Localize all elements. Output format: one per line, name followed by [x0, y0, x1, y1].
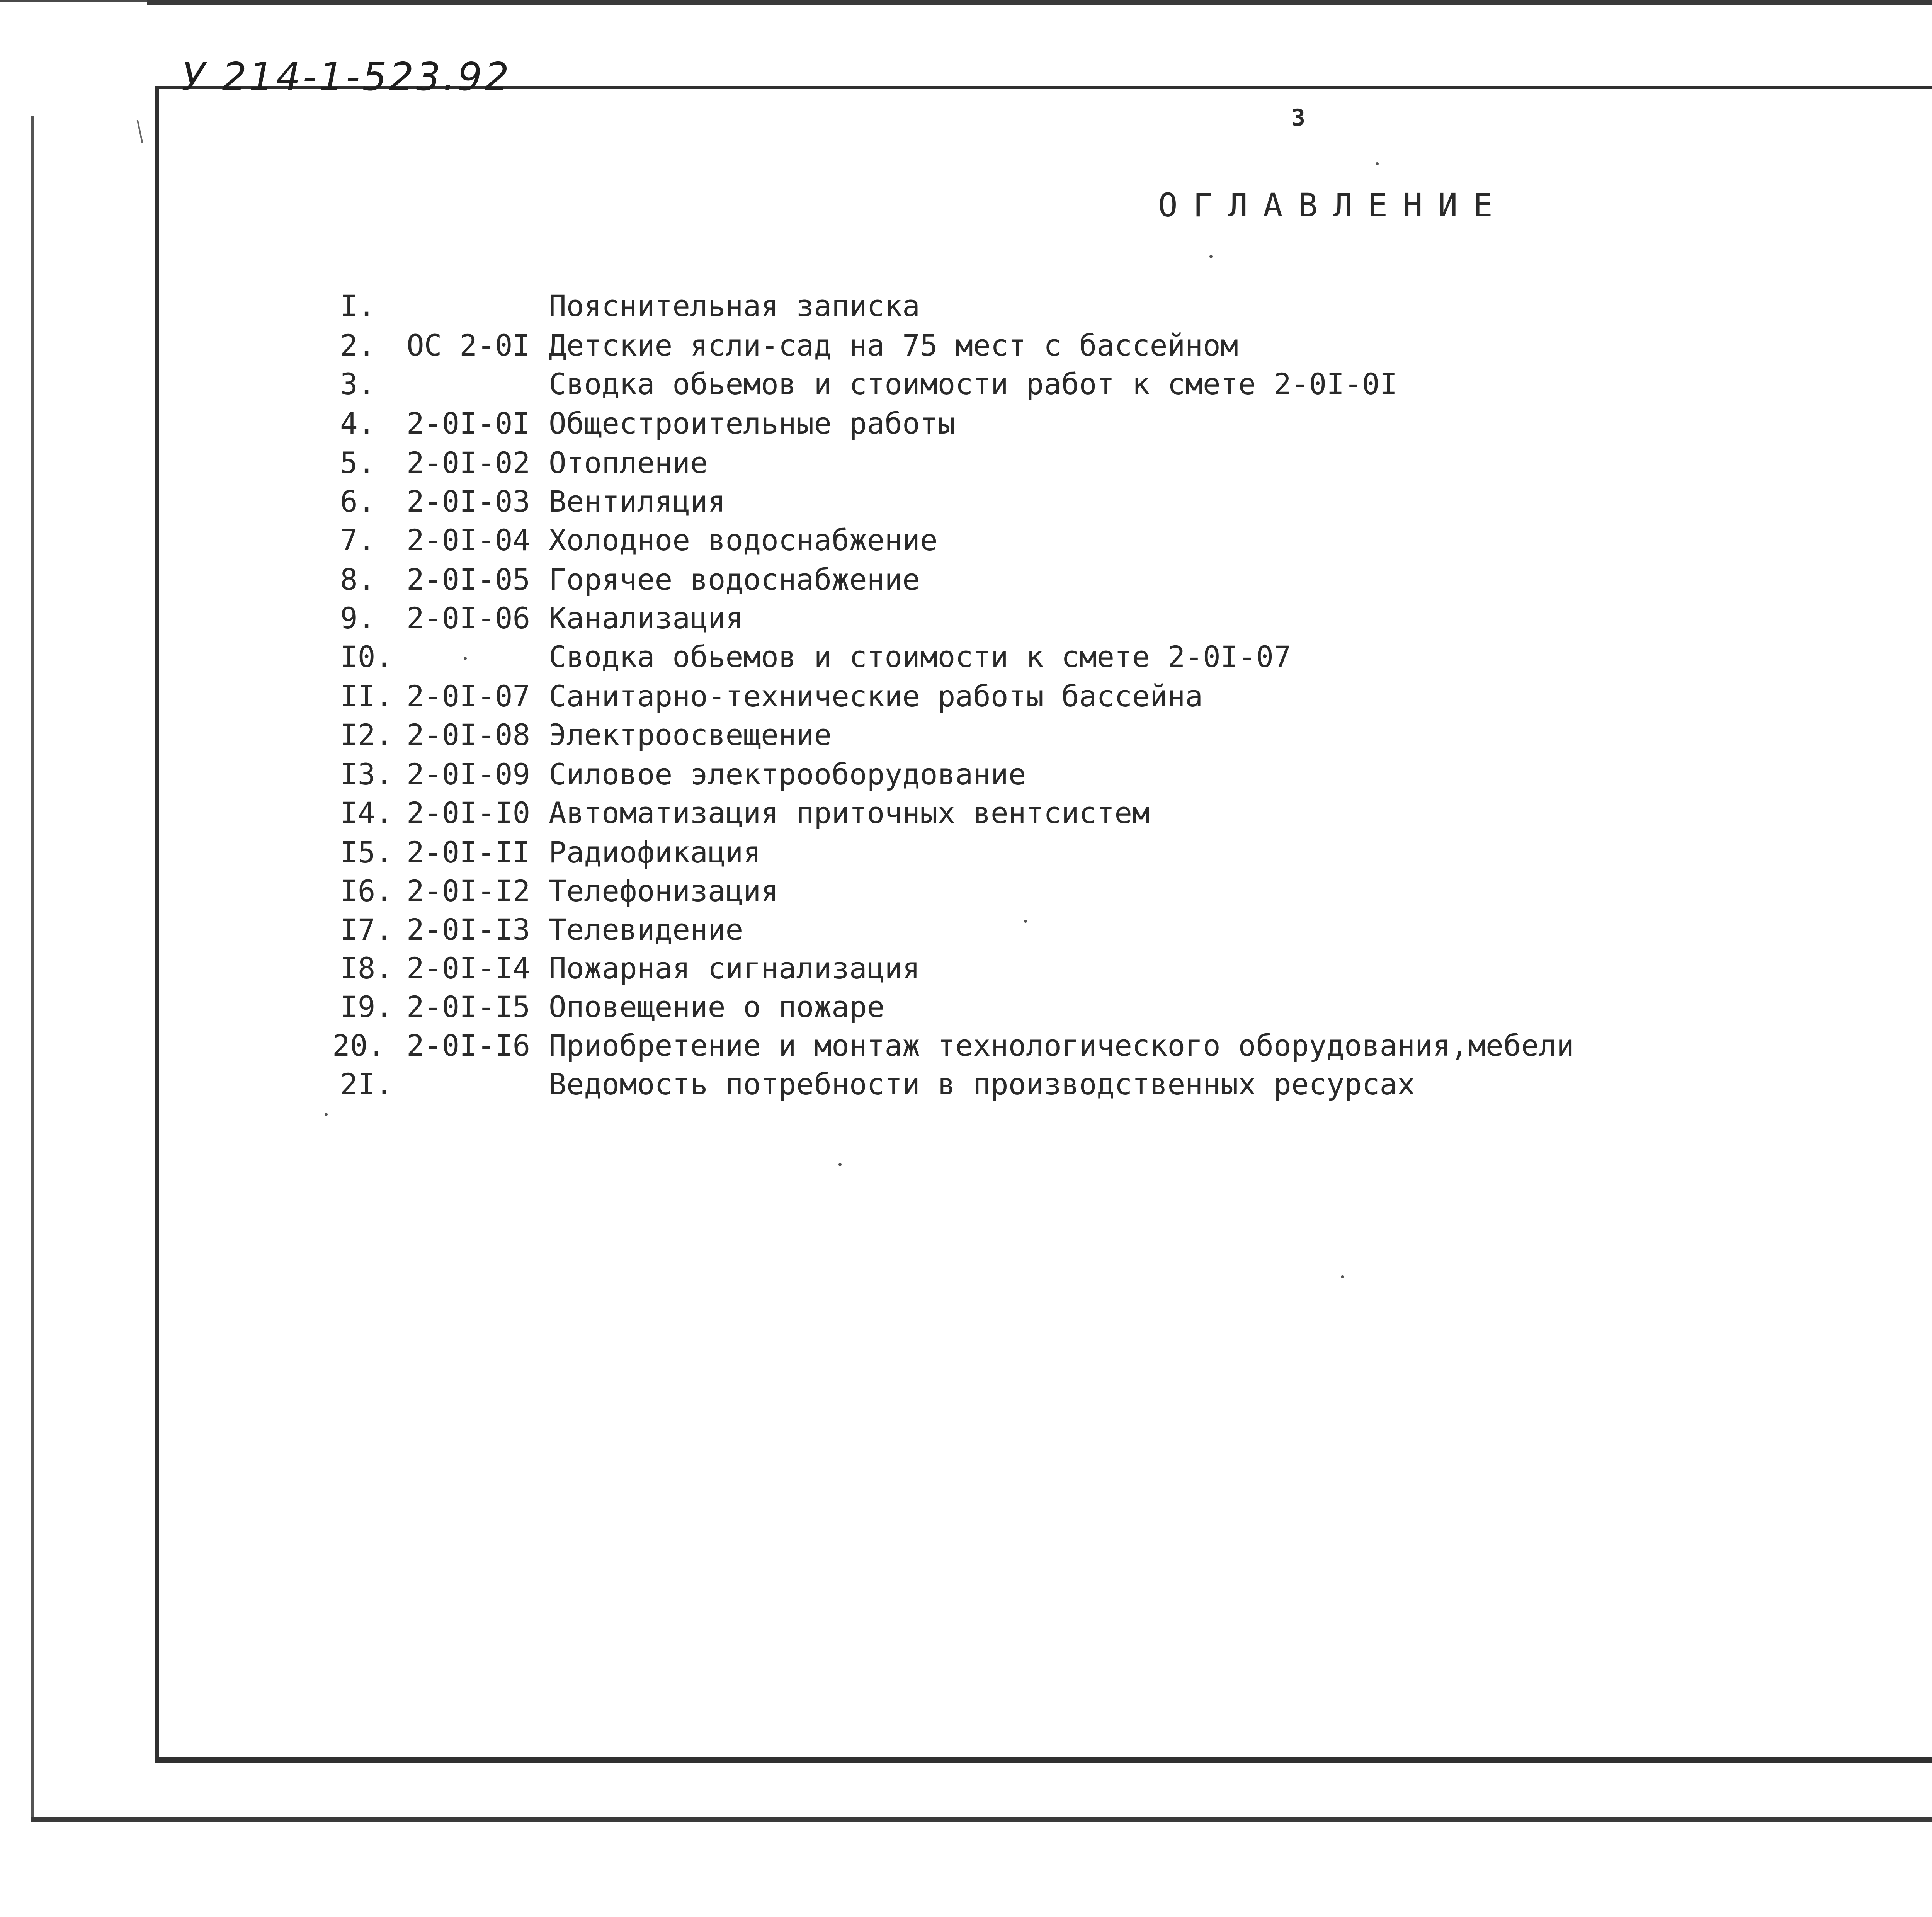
toc-title: Приобретение и монтаж технологического оборудования,мебели: [549, 1028, 1574, 1063]
toc-title: Силовое электрооборудование: [549, 757, 1026, 791]
toc-row: [0, 988, 1932, 1026]
toc-row: [0, 404, 1932, 443]
toc-title: Оповещение о пожаре: [549, 990, 885, 1024]
toc-title: Пожарная сигнализация: [549, 951, 920, 985]
toc-number: I.: [340, 289, 376, 323]
toc-code: 2-0I-0I: [406, 406, 531, 441]
toc-title: Горячее водоснабжение: [549, 562, 920, 597]
toc-number: 3.: [340, 367, 376, 401]
toc-row: [0, 755, 1932, 794]
toc-number: 2.: [340, 328, 376, 362]
toc-code: 2-0I-08: [406, 718, 531, 752]
toc-title: Сводка обьемов и стоимости к смете 2-0I-07: [549, 640, 1291, 674]
toc-row: [0, 949, 1932, 988]
toc-row: [0, 599, 1932, 638]
toc-title: Пояснительная записка: [549, 289, 920, 323]
toc-number: 20.: [332, 1028, 386, 1063]
toc-title: Холодное водоснабжение: [549, 523, 938, 557]
toc-code: ОС 2-0I: [406, 328, 531, 362]
toc-title: Отопление: [549, 446, 708, 480]
toc-number: I0.: [340, 640, 393, 674]
toc-number: 9.: [340, 601, 376, 635]
toc-number: I2.: [340, 718, 393, 752]
toc-title: Санитарно-технические работы бассейна: [549, 679, 1203, 713]
toc-row: [0, 638, 1932, 676]
toc-row: [0, 910, 1932, 949]
toc-row: [0, 794, 1932, 832]
toc-number: I9.: [340, 990, 393, 1024]
toc-code: 2-0I-I4: [406, 951, 531, 985]
toc-number: I8.: [340, 951, 393, 985]
toc-code: 2-0I-06: [406, 601, 531, 635]
toc-code: 2-0I-II: [406, 835, 531, 869]
scan-speck: [1376, 162, 1379, 165]
toc-row: [0, 833, 1932, 872]
toc-title: Детские ясли-сад на 75 мест с бассейном: [549, 328, 1238, 362]
scan-speck: [838, 1163, 842, 1166]
toc-number: 6.: [340, 484, 376, 519]
toc-code: 2-0I-04: [406, 523, 531, 557]
toc-code: 2-0I-07: [406, 679, 531, 713]
toc-title: Телевидение: [549, 912, 743, 947]
toc-row: [0, 716, 1932, 754]
toc-title: Автоматизация приточных вентсистем: [549, 796, 1150, 830]
toc-title: Общестроительные работы: [549, 406, 956, 441]
scan-speck: [1341, 1275, 1344, 1278]
toc-number: 2I.: [340, 1067, 393, 1101]
toc-number: 8.: [340, 562, 376, 597]
toc-number: 4.: [340, 406, 376, 441]
toc-number: II.: [340, 679, 393, 713]
toc-code: 2-0I-09: [406, 757, 531, 791]
toc-number: 7.: [340, 523, 376, 557]
scan-speck: [325, 1113, 328, 1116]
toc-row: [0, 677, 1932, 716]
toc-row: [0, 326, 1932, 365]
toc-row: [0, 1026, 1932, 1065]
page-number: 3: [1291, 104, 1306, 131]
scan-top-border: [147, 0, 1932, 5]
scan-speck: [464, 657, 467, 660]
page-title: ОГЛАВЛЕНИЕ: [1158, 186, 1508, 224]
toc-code: 2-0I-I2: [406, 874, 531, 908]
toc-number: 5.: [340, 446, 376, 480]
toc-row: [0, 1065, 1932, 1104]
toc-title: Ведомость потребности в производственных ресурсах: [549, 1067, 1415, 1101]
toc-title: Канализация: [549, 601, 743, 635]
toc-code: 2-0I-I5: [406, 990, 531, 1024]
margin-mark: [137, 120, 143, 143]
toc-title: Телефонизация: [549, 874, 779, 908]
toc-number: I5.: [340, 835, 393, 869]
toc-code: 2-0I-I6: [406, 1028, 531, 1063]
toc-number: I4.: [340, 796, 393, 830]
toc-code: 2-0I-I3: [406, 912, 531, 947]
toc-number: I6.: [340, 874, 393, 908]
scan-speck: [1209, 255, 1213, 258]
toc-row: [0, 872, 1932, 910]
toc-row: [0, 521, 1932, 560]
toc-title: Радиофикация: [549, 835, 761, 869]
toc-code: 2-0I-02: [406, 446, 531, 480]
toc-number: I7.: [340, 912, 393, 947]
toc-code: 2-0I-03: [406, 484, 531, 519]
toc-title: Вентиляция: [549, 484, 726, 519]
document-code: У 214-1-523.92: [182, 54, 512, 99]
toc-title: Сводка обьемов и стоимости работ к смете 2-0I-0I: [549, 367, 1398, 401]
scan-bottom-border: [31, 1817, 1932, 1822]
toc-code: 2-0I-05: [406, 562, 531, 597]
scan-speck: [1024, 920, 1027, 923]
toc-title: Электроосвещение: [549, 718, 832, 752]
toc-row: [0, 482, 1932, 521]
toc-number: I3.: [340, 757, 393, 791]
toc-code: 2-0I-I0: [406, 796, 531, 830]
toc-row: [0, 365, 1932, 403]
toc-row: [0, 287, 1932, 325]
toc-row: [0, 560, 1932, 599]
toc-row: [0, 444, 1932, 482]
